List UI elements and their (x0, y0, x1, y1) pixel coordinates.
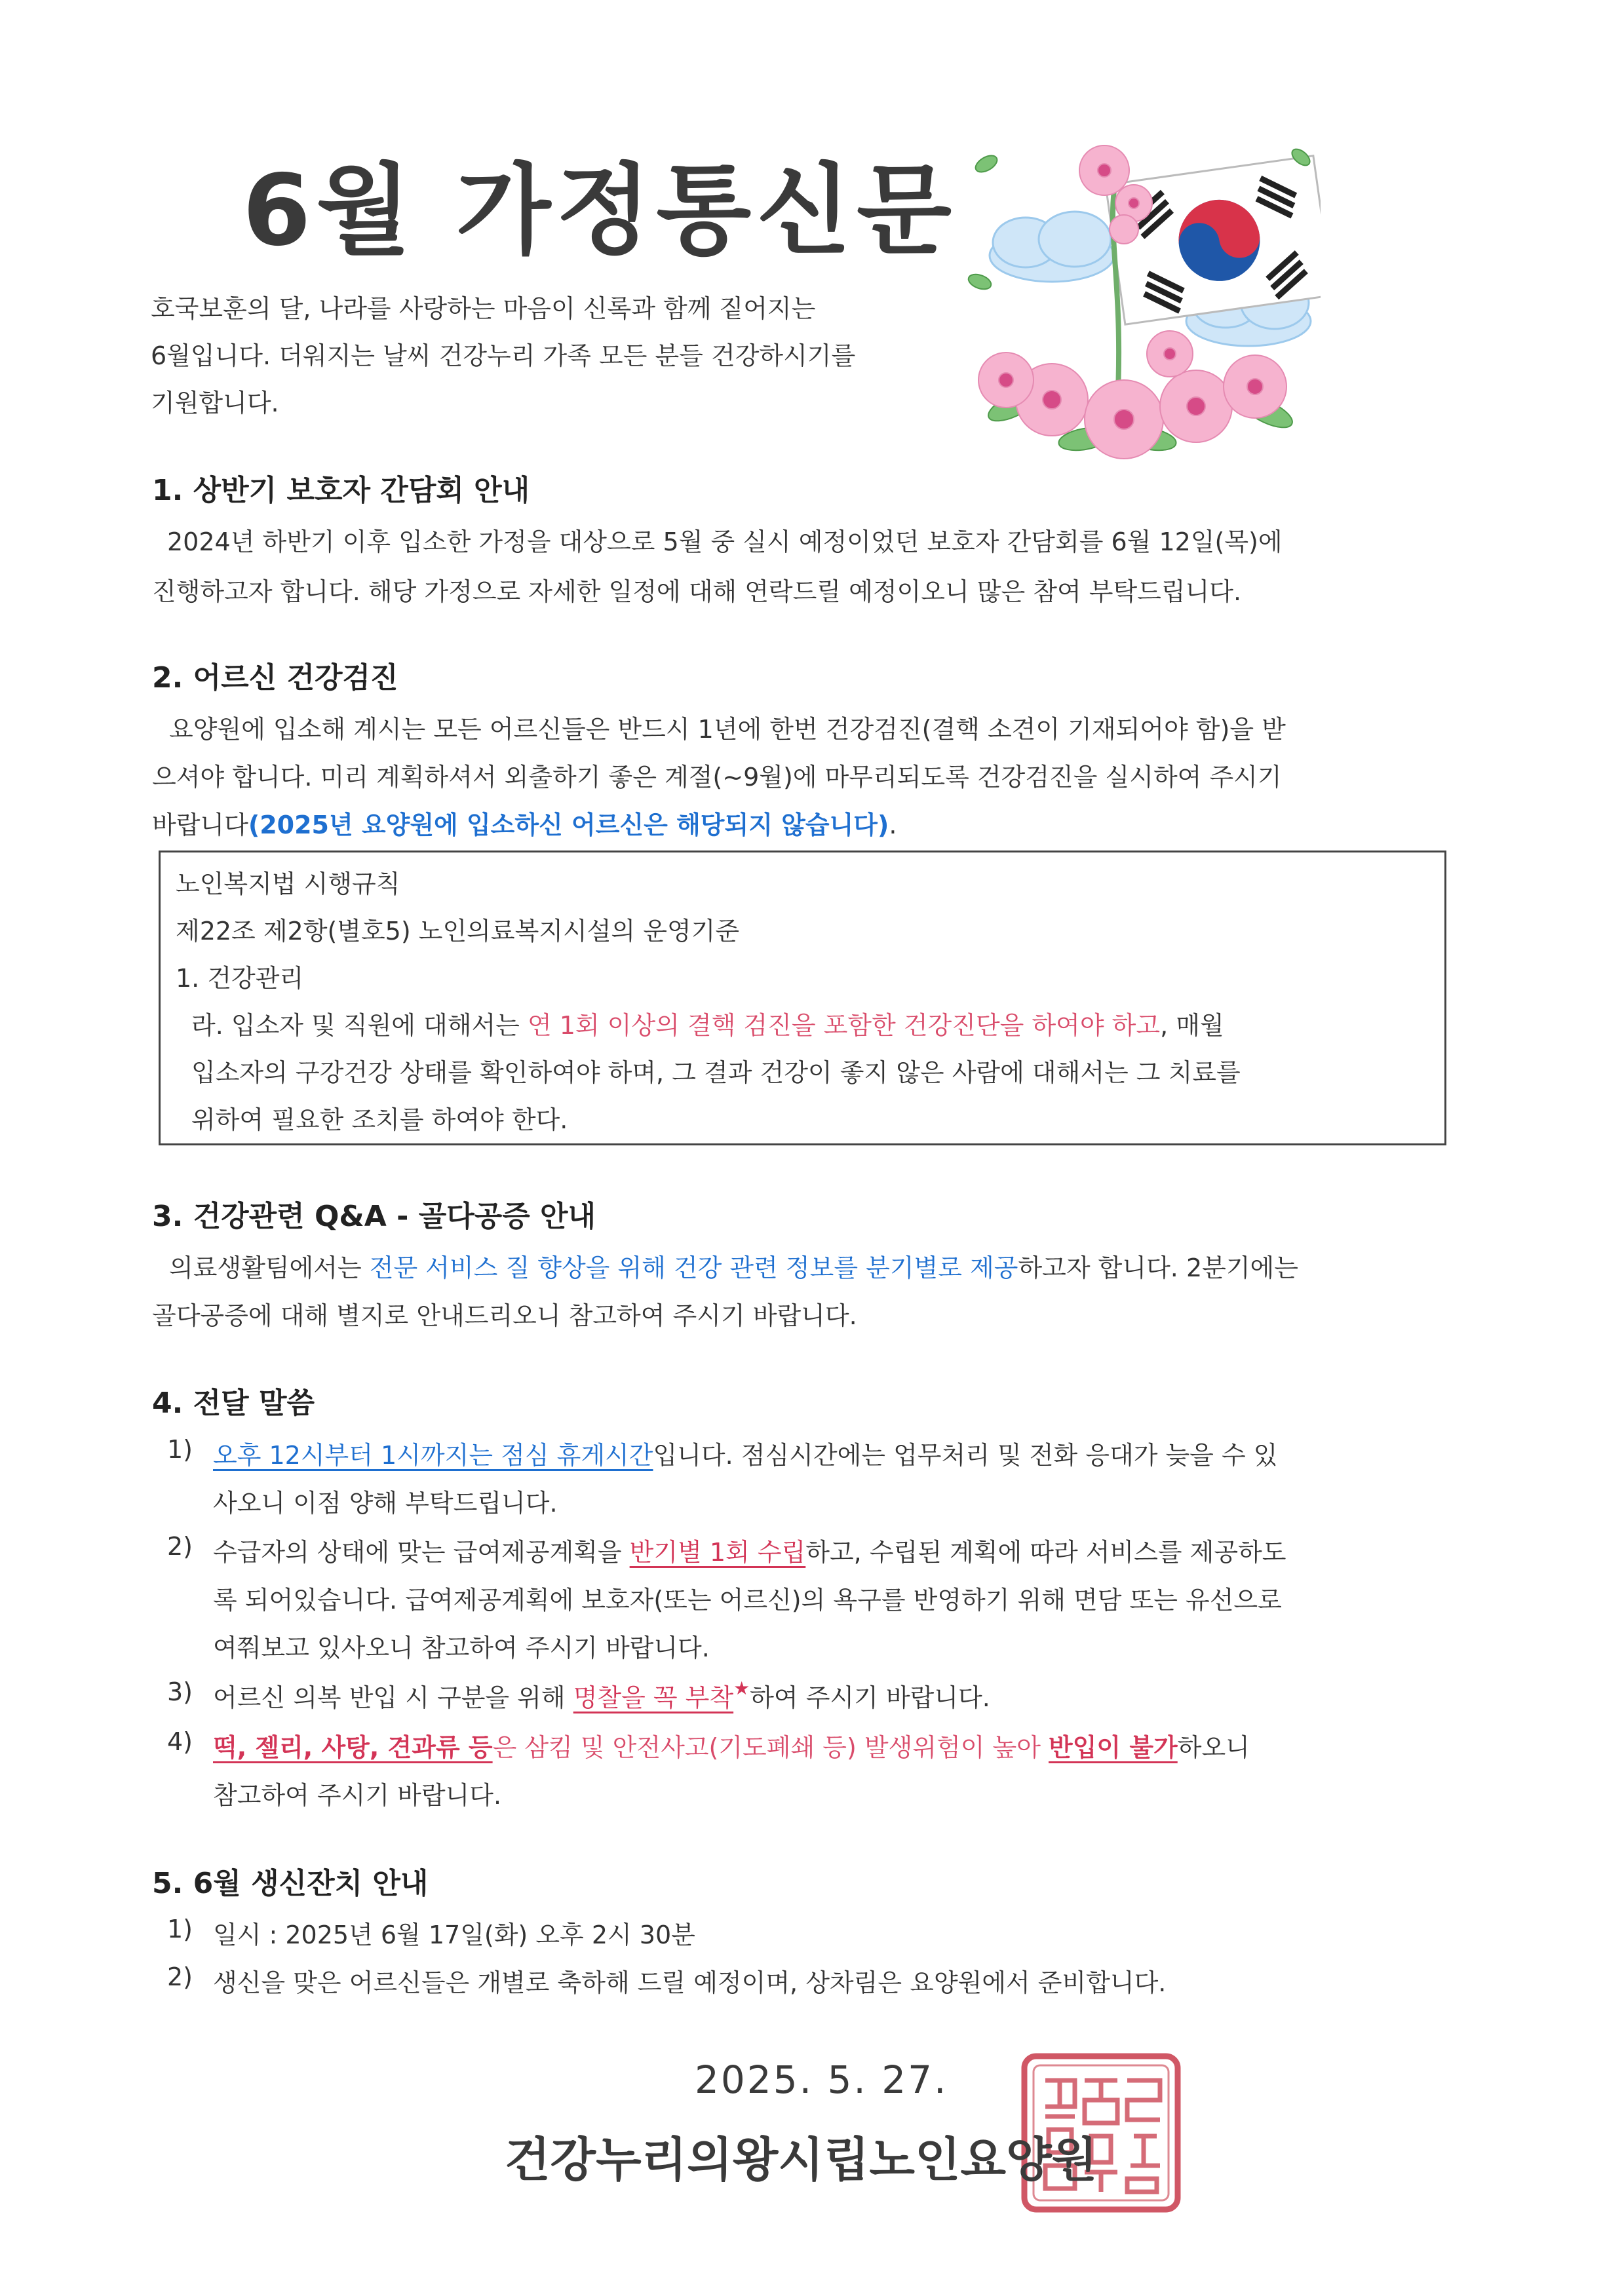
regulation-text: 노인복지법 시행규칙 (176, 870, 400, 898)
highlight-text: 오후 12시부터 1시까지는 점심 휴게시간 (213, 1441, 653, 1470)
item-number: 1) (167, 1435, 193, 1464)
highlight-text: 반기별 1회 수립 (629, 1538, 806, 1567)
item-number: 2) (167, 1532, 193, 1561)
regulation-text: 위하여 필요한 조치를 하여야 한다. (191, 1105, 568, 1134)
regulation-text: 1. 건강관리 (176, 964, 304, 993)
section-3-text: 골다공증에 대해 별지로 안내드리오니 참고하여 주시기 바랍니다. (152, 1301, 857, 1330)
highlight-text: 반입이 불가 (1048, 1733, 1178, 1762)
text-span: , 매월 (1160, 1011, 1224, 1040)
regulation-text: 입소자의 구강건강 상태를 확인하여야 하며, 그 결과 건강이 좋지 않은 사람에 대해서는 그 치료를 (191, 1058, 1241, 1087)
notice-item: 록 되어있습니다. 급여제공계획에 보호자(또는 어르신)의 욕구를 반영하기 위해 면담 또는 유선으로 (213, 1586, 1282, 1615)
highlight-text: 연 1회 이상의 결핵 검진을 포함한 건강진단을 하여야 하고 (527, 1011, 1161, 1040)
highlight-text: 은 삼킴 및 안전사고(기도폐쇄 등) 발생위험이 높아 (492, 1733, 1049, 1762)
section-1-text: 진행하고자 합니다. 해당 가정으로 자세한 일정에 대해 연락드릴 예정이오니 많은 참여 부탁드립니다. (152, 577, 1242, 606)
intro-line: 기원합니다. (151, 389, 279, 417)
flag-flower-illustration (954, 131, 1321, 481)
section-1-heading: 1. 상반기 보호자 간담회 안내 (152, 474, 530, 507)
text-span: 하여 주시기 바랍니다. (750, 1683, 990, 1712)
intro-line: 6월입니다. 더워지는 날씨 건강누리 가족 모든 분들 건강하시기를 (151, 341, 856, 370)
section-3-heading: 3. 건강관련 Q&A - 골다공증 안내 (152, 1200, 596, 1233)
text-span: 바랍니다 (152, 811, 248, 839)
text-span: . (889, 811, 897, 839)
regulation-text (191, 1005, 1224, 1041)
text-span: 하고자 합니다. 2분기에는 (1018, 1253, 1298, 1282)
section-1-text: 2024년 하반기 이후 입소한 가정을 대상으로 5월 중 실시 예정이었던 보호자 간담회를 6월 12일(목)에 (167, 527, 1283, 556)
highlight-text: 떡, 젤리, 사탕, 견과류 등 (213, 1733, 493, 1762)
text-span: 라. 입소자 및 직원에 대해서는 (191, 1011, 528, 1040)
section-2-text: 요양원에 입소해 계시는 모든 어르신들은 반드시 1년에 한번 건강검진(결핵 소견이 기재되어야 함)을 받 (169, 715, 1286, 744)
section-2-heading: 2. 어르신 건강검진 (152, 661, 398, 695)
intro-line: 호국보훈의 달, 나라를 사랑하는 마음이 신록과 함께 짙어지는 (151, 294, 816, 323)
star-icon: ★ (733, 1677, 750, 1699)
notice-item: 참고하여 주시기 바랍니다. (213, 1781, 502, 1810)
item-number: 1) (167, 1915, 193, 1943)
notice-item (213, 1435, 1277, 1471)
event-detail: 생신을 맞은 어르신들은 개별로 축하해 드릴 예정이며, 상차림은 요양원에서 준비합니다. (213, 1968, 1167, 1997)
text-span: 하오니 (1177, 1733, 1250, 1762)
section-2-text (152, 805, 897, 841)
highlight-text: 전문 서비스 질 향상을 위해 건강 관련 정보를 분기별로 제공 (369, 1253, 1018, 1282)
issue-date: 2025. 5. 27. (695, 2057, 948, 2102)
event-detail: 일시 : 2025년 6월 17일(화) 오후 2시 30분 (213, 1921, 695, 1949)
notice-item (213, 1677, 990, 1713)
item-number: 4) (167, 1727, 193, 1756)
highlight-text: (2025년 요양원에 입소하신 어르신은 해당되지 않습니다) (248, 811, 889, 839)
notice-item (213, 1727, 1250, 1763)
notice-item (213, 1532, 1286, 1568)
text-span: 하고, 수립된 계획에 따라 서비스를 제공하도 (805, 1538, 1286, 1567)
section-2-text: 으셔야 합니다. 미리 계획하셔서 외출하기 좋은 계절(~9월)에 마무리되도록 건강검진을 실시하여 주시기 (152, 763, 1282, 792)
page-title: 6월 가정통신문 (242, 154, 957, 268)
section-4-heading: 4. 전달 말씀 (152, 1387, 315, 1420)
regulation-text: 제22조 제2항(별호5) 노인의료복지시설의 운영기준 (176, 917, 740, 946)
text-span: 수급자의 상태에 맞는 급여제공계획을 (213, 1538, 630, 1567)
notice-item: 사오니 이점 양해 부탁드립니다. (213, 1489, 558, 1518)
notice-item: 여쭤보고 있사오니 참고하여 주시기 바랍니다. (213, 1634, 710, 1662)
korean-flag-icon (954, 131, 1321, 478)
text-span: 의료생활팀에서는 (169, 1253, 370, 1282)
text-span: 입니다. 점심시간에는 업무처리 및 전화 응대가 늦을 수 있 (653, 1441, 1278, 1470)
section-3-text (169, 1248, 1298, 1284)
organization-name: 건강누리의왕시립노인요양원 (505, 2132, 1098, 2187)
item-number: 3) (167, 1677, 193, 1706)
text-span: 어르신 의복 반입 시 구분을 위해 (213, 1683, 573, 1712)
section-5-heading: 5. 6월 생신잔치 안내 (152, 1867, 429, 1900)
item-number: 2) (167, 1962, 193, 1991)
highlight-text: 명찰을 꼭 부착 (573, 1683, 734, 1712)
